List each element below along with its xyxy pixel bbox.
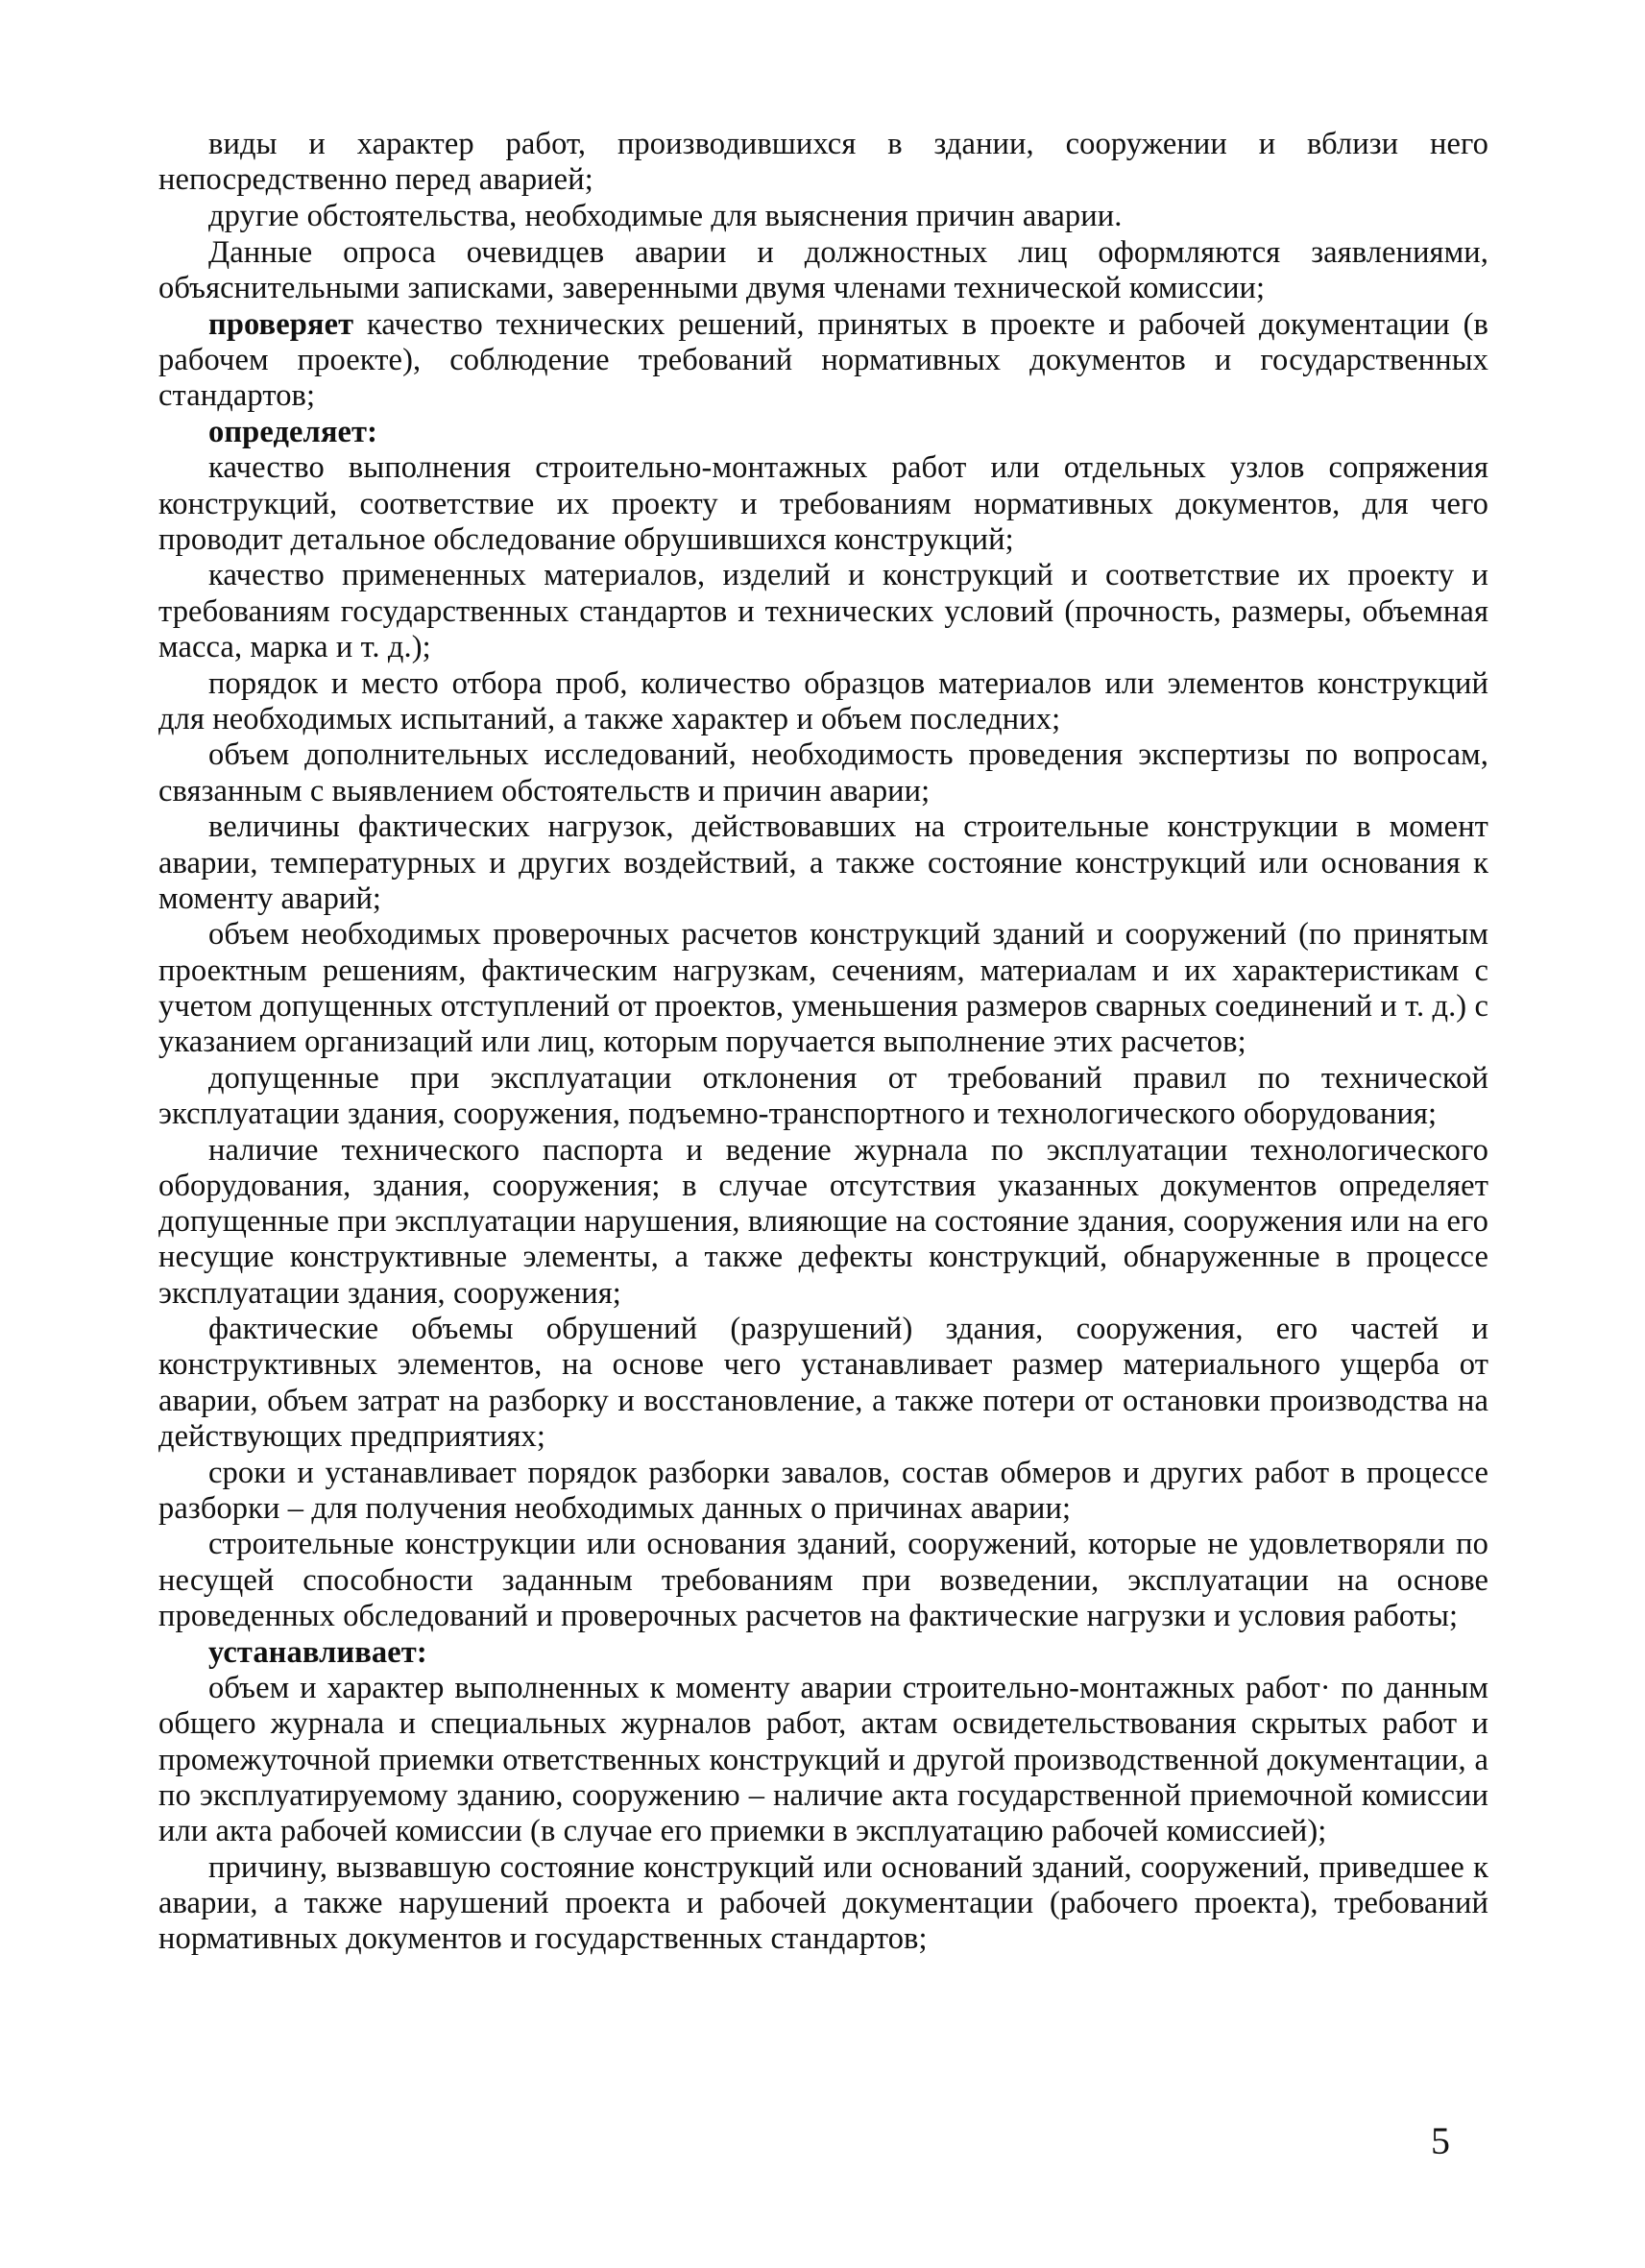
paragraph-other-circumstances: другие обстоятельства, необходимые для выяснения причин аварии.	[208, 198, 1123, 233]
paragraph-sampling: порядок и место отбора проб, количество образцов материалов или элементов конструкций для необходимых испытаний, а также характер и объем последних;	[158, 665, 1488, 736]
paragraph-technical-passport: наличие технического паспорта и ведение журнала по эксплуатации технологического оборудования, здания, сооружения; в случае отсутствия указанных документов определяет допущенные при эксплуатации нарушения, влияющие на состояние здания, сооружения или на его несущие конструктивные элементы, а также дефекты конструкций, обнаруженные в процессе эксплуатации здания, сооружения;	[158, 1132, 1488, 1311]
paragraph-debris-removal: сроки и устанавливает порядок разборки завалов, состав обмеров и других работ в процессе разборки – для получения необходимых данных о причинах аварии;	[158, 1455, 1488, 1526]
paragraph-checks-text: качество технических решений, принятых в проекте и рабочей документации (в рабочем проекте), соблюдение требований нормативных документов и государственных стандартов;	[158, 306, 1488, 413]
paragraph-checks	[158, 307, 1488, 415]
paragraph-operation-deviations: допущенные при эксплуатации отклонения от требований правил по технической эксплуатации здания, сооружения, подъемно-транспортного и технологического оборудования;	[158, 1060, 1488, 1131]
paragraph-work-volume: объем и характер выполненных к моменту аварии строительно-монтажных работ· по данным общего журнала и специальных журналов работ, актам освидетельствования скрытых работ и промежуточной приемки ответственных конструкций и другой производственной документации, а по эксплуатируемому зданию, сооружению – наличие акта государственной приемочной комиссии или акта рабочей комиссии (в случае его приемки в эксплуатацию рабочей комиссией);	[158, 1671, 1488, 1849]
paragraph-construction-quality: качество выполнения строительно-монтажных работ или отдельных узлов сопряжения конструкций, соответствие их проекту и требованиям нормативных документов, для чего проводит детальное обследование обрушившихся конструкций;	[158, 450, 1488, 557]
paragraph-additional-research: объем дополнительных исследований, необходимость проведения экспертизы по вопросам, связанным с выявлением обстоятельств и причин аварии;	[158, 737, 1488, 808]
label-establishes: устанавливает:	[208, 1634, 427, 1670]
lead-word-checks: проверяет	[208, 306, 354, 342]
paragraph-actual-loads: величины фактических нагрузок, действовавших на строительные конструкции в момент аварии, температурных и других воздействий, а также состояние конструкций или основания к моменту аварий;	[158, 809, 1488, 916]
paragraph-cause: причину, вызвавшую состояние конструкций или оснований зданий, сооружений, приведшее к аварии, а также нарушений проекта и рабочей документации (рабочего проекта), требований нормативных документов и государственных стандартов;	[158, 1849, 1488, 1957]
paragraph-work-types: виды и характер работ, производившихся в здании, сооружении и вблизи него непосредственно перед аварией;	[158, 127, 1488, 198]
paragraph-verification-calculations: объем необходимых проверочных расчетов конструкций зданий и сооружений (по принятым проектным решениям, фактическим нагрузкам, сечениям, материалам и их характеристикам с учетом допущенных отступлений от проектов, уменьшения размеров сварных соединений и т. д.) с указанием организаций или лиц, которым поручается выполнение этих расчетов;	[158, 917, 1488, 1060]
paragraph-structures-noncompliance: строительные конструкции или основания зданий, сооружений, которые не удовлетворяли по несущей способности заданным требованиям при возведении, эксплуатации на основе проведенных обследований и проверочных расчетов на фактические нагрузки и условия работы;	[158, 1527, 1488, 1633]
paragraph-materials-quality: качество примененных материалов, изделий и конструкций и соответствие их проекту и требованиям государственных стандартов и технических условий (прочность, размеры, объемная масса, марка и т. д.);	[158, 558, 1488, 664]
paragraph-collapse-volumes: фактические объемы обрушений (разрушений) здания, сооружения, его частей и конструктивных элементов, на основе чего устанавливает размер материального ущерба от аварии, объем затрат на разборку и восстановление, а также потери от остановки производства на действующих предприятиях;	[158, 1312, 1488, 1454]
page-number: 5	[1431, 2119, 1450, 2162]
paragraph-witness-data: Данные опроса очевидцев аварии и должностных лиц оформляются заявлениями, объяснительными записками, заверенными двумя членами технической комиссии;	[158, 234, 1488, 305]
document-body	[158, 127, 1488, 1958]
label-determines: определяет:	[208, 414, 378, 449]
